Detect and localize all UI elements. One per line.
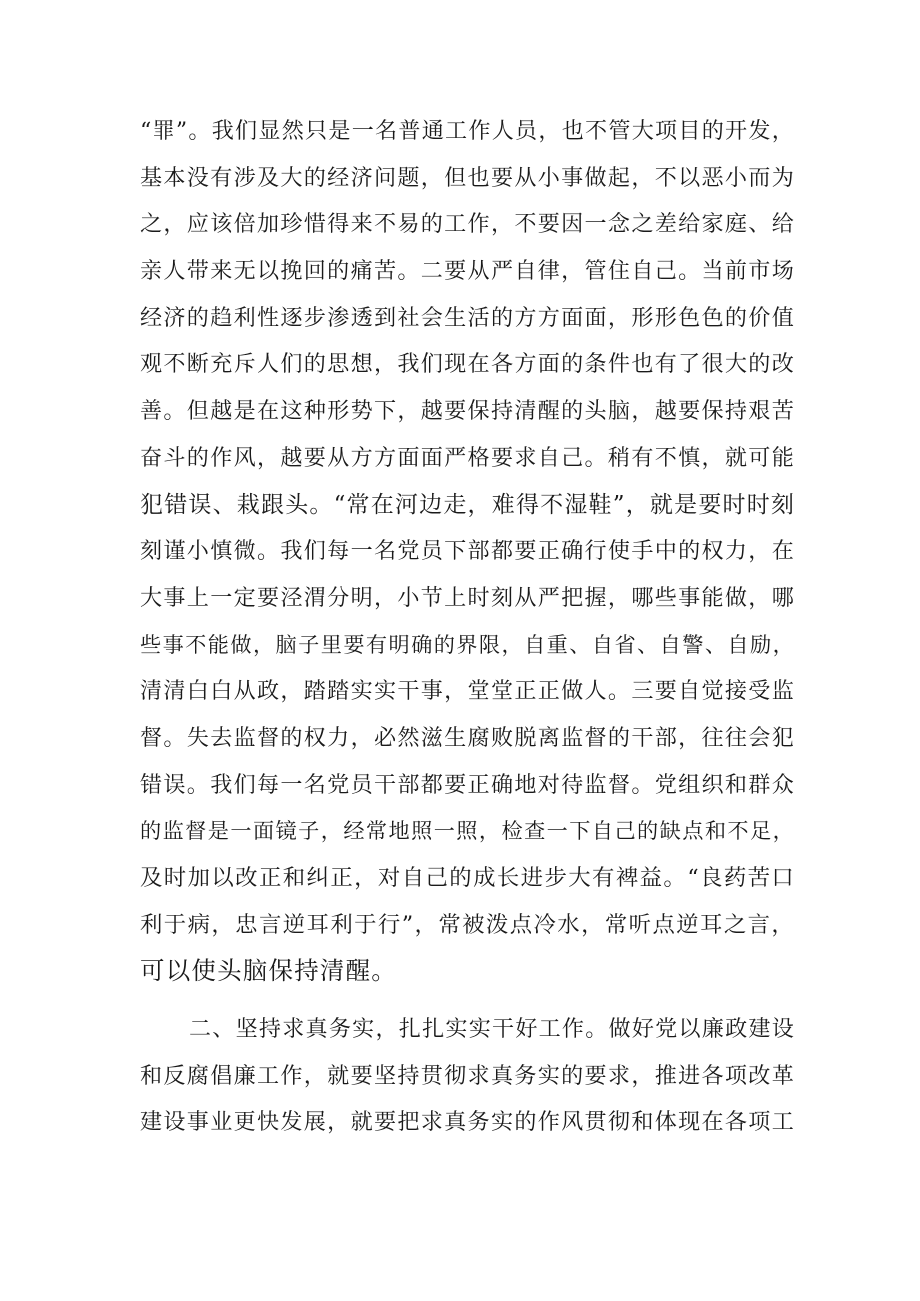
text-line: 观不断充斥人们的思想，我们现在各方面的条件也有了很大的改	[140, 351, 795, 378]
text-line: 大事上一定要泾渭分明，小节上时刻从严把握，哪些事能做，哪	[140, 584, 795, 611]
text-line: 之，应该倍加珍惜得来不易的工作，不要因一念之差给家庭、给	[140, 211, 795, 238]
text-line: 基本没有涉及大的经济问题，但也要从小事做起，不以恶小而为	[140, 164, 795, 191]
text-line: 二、坚持求真务实，扎扎实实干好工作。做好党以廉政建设	[189, 1016, 795, 1043]
text-line: 的监督是一面镜子，经常地照一照，检查一下自己的缺点和不足，	[140, 818, 795, 844]
text-line: 亲人带来无以挽回的痛苦。二要从严自律，管住自己。当前市场	[140, 258, 795, 285]
text-line: 清清白白从政，踏踏实实干事，堂堂正正做人。三要自觉接受监	[140, 678, 795, 705]
text-line: “罪”。我们显然只是一名普通工作人员，也不管大项目的开发，	[140, 118, 795, 144]
text-line: 及时加以改正和纠正，对自己的成长进步大有裨益。“良药苦口	[140, 865, 795, 891]
text-line: 奋斗的作风，越要从方方面面严格要求自己。稍有不慎，就可能	[140, 444, 795, 471]
text-line: 督。失去监督的权力，必然滋生腐败脱离监督的干部，往往会犯	[140, 724, 795, 751]
paragraph-1	[140, 108, 795, 995]
text-line: 建设事业更快发展，就要把求真务实的作风贯彻和体现在各项工	[140, 1109, 795, 1136]
text-line: 错误。我们每一名党员干部都要正确地对待监督。党组织和群众	[140, 771, 795, 798]
text-line: 善。但越是在这种形势下，越要保持清醒的头脑，越要保持艰苦	[140, 398, 795, 425]
text-line: 利于病，忠言逆耳利于行”，常被泼点冷水，常听点逆耳之言，	[140, 911, 795, 938]
text-line: 些事不能做，脑子里要有明确的界限，自重、自省、自警、自励，	[140, 631, 795, 657]
text-line: 刻谨小慎微。我们每一名党员下部都要正确行使手中的权力，在	[140, 538, 795, 565]
text-line: 和反腐倡廉工作，就要坚持贯彻求真务实的要求，推进各项改革	[140, 1062, 795, 1089]
text-line: 犯错误、栽跟头。“常在河边走，难得不湿鞋”，就是要时时刻	[140, 491, 795, 518]
document-body	[140, 108, 795, 1146]
text-line: 经济的趋利性逐步渗透到社会生活的方方面面，形形色色的价值	[140, 304, 795, 331]
text-line: 可以使头脑保持清醒。	[140, 956, 397, 986]
paragraph-2	[140, 1006, 795, 1146]
